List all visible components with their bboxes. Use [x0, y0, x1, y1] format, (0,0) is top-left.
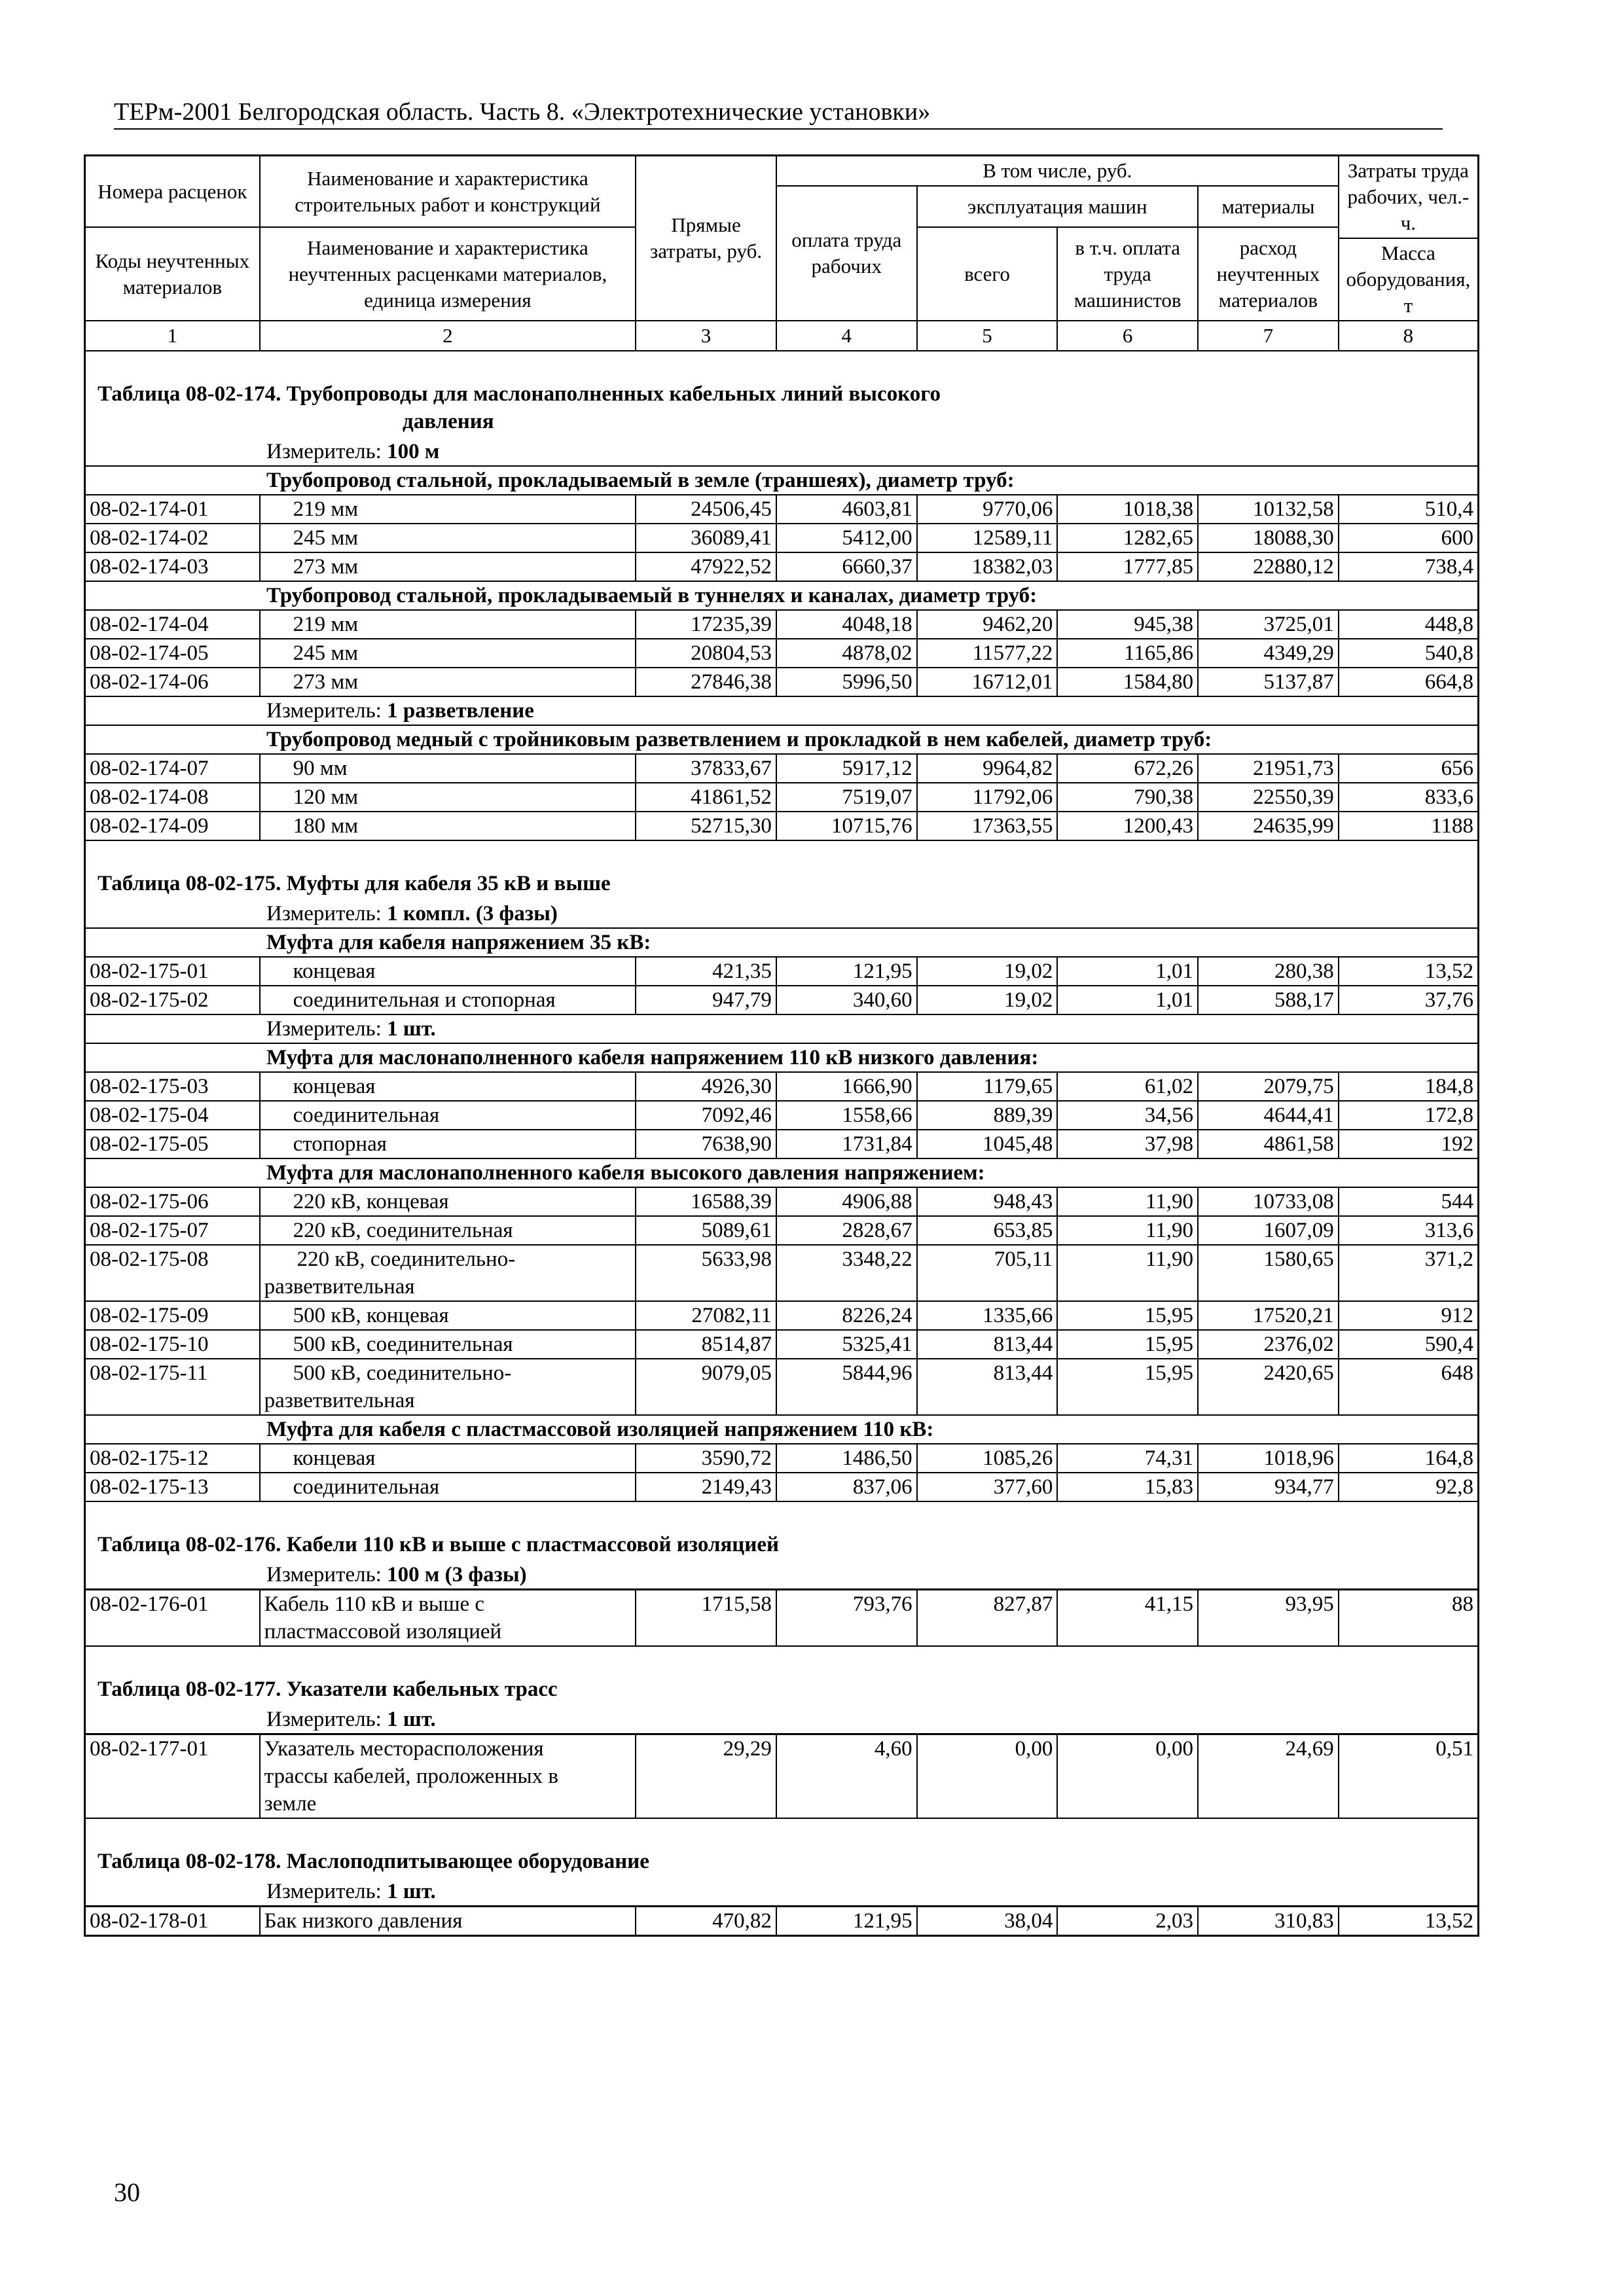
work-name: 273 мм — [260, 552, 636, 581]
materials: 10733,08 — [1198, 1187, 1339, 1216]
measure-unit: Измеритель: 100 м — [85, 438, 1479, 466]
measure-unit: Измеритель: 1 компл. (3 фазы) — [85, 900, 1479, 928]
work-name: 273 мм — [260, 668, 636, 696]
subsection-row — [85, 466, 1479, 495]
work-name: соединительная — [260, 1473, 636, 1501]
materials: 310,83 — [1198, 1907, 1339, 1936]
direct-costs: 47922,52 — [636, 552, 776, 581]
operator-wages: 15,95 — [1057, 1301, 1198, 1330]
machines-total: 813,44 — [917, 1359, 1058, 1415]
materials: 5137,87 — [1198, 668, 1339, 696]
rate-code: 08-02-177-01 — [85, 1734, 260, 1819]
subsection-title: Муфта для маслонаполненного кабеля высокого давления напряжением: — [85, 1158, 1479, 1187]
table-row — [85, 957, 1479, 986]
table-row — [85, 986, 1479, 1014]
table-row — [85, 495, 1479, 524]
column-numbers-row — [85, 321, 1479, 351]
wages: 4906,88 — [776, 1187, 917, 1216]
subsection-title: Трубопровод медный с тройниковым разветвлением и прокладкой в нем кабелей, диаметр труб: — [85, 725, 1479, 754]
table-title-row — [85, 840, 1479, 900]
measure-row — [85, 438, 1479, 466]
col-material-name-header: Наименование и характеристика неучтенных расценками материалов, единица измерения — [260, 227, 636, 321]
rate-code: 08-02-175-10 — [85, 1330, 260, 1359]
table-title-row — [85, 1646, 1479, 1706]
wages: 121,95 — [776, 1907, 917, 1936]
table-row — [85, 524, 1479, 552]
materials: 2420,65 — [1198, 1359, 1339, 1415]
work-name: 220 кВ, концевая — [260, 1187, 636, 1216]
measure-row — [85, 696, 1479, 725]
materials: 1018,96 — [1198, 1444, 1339, 1473]
rate-code: 08-02-175-11 — [85, 1359, 260, 1415]
wages: 4048,18 — [776, 610, 917, 639]
col-machines-total-header: всего — [917, 227, 1058, 321]
table-title-row — [85, 1501, 1479, 1561]
table-row — [85, 552, 1479, 581]
wages: 793,76 — [776, 1590, 917, 1647]
work-name: 220 кВ, соединительная — [260, 1216, 636, 1245]
wages: 3348,22 — [776, 1245, 917, 1301]
table-row — [85, 1130, 1479, 1158]
rate-code: 08-02-174-02 — [85, 524, 260, 552]
direct-costs: 4926,30 — [636, 1072, 776, 1101]
table-title: Таблица 08-02-177. Указатели кабельных трасс — [85, 1646, 1479, 1706]
table-row — [85, 1473, 1479, 1501]
column-number: 4 — [776, 321, 917, 351]
table-row — [85, 668, 1479, 696]
direct-costs: 470,82 — [636, 1907, 776, 1936]
materials: 17520,21 — [1198, 1301, 1339, 1330]
operator-wages: 1282,65 — [1057, 524, 1198, 552]
labor-costs: 313,6 — [1339, 1216, 1479, 1245]
table-row — [85, 639, 1479, 668]
rate-code: 08-02-174-08 — [85, 783, 260, 812]
page-number: 30 — [114, 2178, 140, 2207]
table-row — [85, 1734, 1479, 1819]
wages: 340,60 — [776, 986, 917, 1014]
rate-code: 08-02-176-01 — [85, 1590, 260, 1647]
column-number: 7 — [1198, 321, 1339, 351]
operator-wages: 672,26 — [1057, 754, 1198, 783]
direct-costs: 5633,98 — [636, 1245, 776, 1301]
wages: 4878,02 — [776, 639, 917, 668]
direct-costs: 37833,67 — [636, 754, 776, 783]
table-row — [85, 1330, 1479, 1359]
machines-total: 377,60 — [917, 1473, 1058, 1501]
rate-code: 08-02-175-06 — [85, 1187, 260, 1216]
table-row — [85, 1216, 1479, 1245]
rate-code: 08-02-175-03 — [85, 1072, 260, 1101]
operator-wages: 37,98 — [1057, 1130, 1198, 1158]
col-direct-costs-header: Прямые затраты, руб. — [636, 156, 776, 321]
rate-code: 08-02-178-01 — [85, 1907, 260, 1936]
machines-header: эксплуатация машин — [917, 186, 1198, 227]
operator-wages: 1018,38 — [1057, 495, 1198, 524]
work-name: 500 кВ, соединительная — [260, 1330, 636, 1359]
work-name: соединительная и стопорная — [260, 986, 636, 1014]
direct-costs: 16588,39 — [636, 1187, 776, 1216]
measure-unit: Измеритель: 100 м (3 фазы) — [85, 1561, 1479, 1590]
subsection-row — [85, 1043, 1479, 1072]
work-name: Бак низкого давления — [260, 1907, 636, 1936]
work-name: 245 мм — [260, 639, 636, 668]
table-title: Таблица 08-02-178. Маслоподпитывающее оборудование — [85, 1818, 1479, 1878]
table-title: Таблица 08-02-175. Муфты для кабеля 35 кВ и выше — [85, 840, 1479, 900]
subsection-row — [85, 1415, 1479, 1444]
machines-total: 0,00 — [917, 1734, 1058, 1819]
labor-costs: 88 — [1339, 1590, 1479, 1647]
machines-total: 11577,22 — [917, 639, 1058, 668]
direct-costs: 2149,43 — [636, 1473, 776, 1501]
table-row — [85, 1301, 1479, 1330]
work-name: концевая — [260, 1072, 636, 1101]
wages: 1486,50 — [776, 1444, 917, 1473]
wages: 1731,84 — [776, 1130, 917, 1158]
rate-code: 08-02-174-09 — [85, 812, 260, 840]
operator-wages: 34,56 — [1057, 1101, 1198, 1130]
direct-costs: 421,35 — [636, 957, 776, 986]
work-name: концевая — [260, 1444, 636, 1473]
materials: 1580,65 — [1198, 1245, 1339, 1301]
materials: 1607,09 — [1198, 1216, 1339, 1245]
direct-costs: 27846,38 — [636, 668, 776, 696]
column-number: 3 — [636, 321, 776, 351]
direct-costs: 7638,90 — [636, 1130, 776, 1158]
wages: 4,60 — [776, 1734, 917, 1819]
incl-header: В том числе, руб. — [776, 156, 1339, 187]
wages: 6660,37 — [776, 552, 917, 581]
machines-total: 889,39 — [917, 1101, 1058, 1130]
materials: 2079,75 — [1198, 1072, 1339, 1101]
machines-total: 9964,82 — [917, 754, 1058, 783]
table-row — [85, 1245, 1479, 1301]
labor-costs: 172,8 — [1339, 1101, 1479, 1130]
materials: 24635,99 — [1198, 812, 1339, 840]
col-material-consumption-header: расход неучтенных материалов — [1198, 227, 1339, 321]
work-name: 120 мм — [260, 783, 636, 812]
machines-total: 1045,48 — [917, 1130, 1058, 1158]
materials: 10132,58 — [1198, 495, 1339, 524]
materials: 4861,58 — [1198, 1130, 1339, 1158]
work-name: 90 мм — [260, 754, 636, 783]
operator-wages: 1200,43 — [1057, 812, 1198, 840]
direct-costs: 36089,41 — [636, 524, 776, 552]
column-number: 8 — [1339, 321, 1479, 351]
column-number: 1 — [85, 321, 260, 351]
labor-costs: 833,6 — [1339, 783, 1479, 812]
direct-costs: 3590,72 — [636, 1444, 776, 1473]
table-title-row — [85, 1818, 1479, 1878]
rate-code: 08-02-175-05 — [85, 1130, 260, 1158]
work-name: концевая — [260, 957, 636, 986]
direct-costs: 7092,46 — [636, 1101, 776, 1130]
labor-costs: 164,8 — [1339, 1444, 1479, 1473]
col-work-name-header: Наименование и характеристика строительных работ и конструкций — [260, 156, 636, 228]
operator-wages: 1584,80 — [1057, 668, 1198, 696]
table-title-row — [85, 351, 1479, 438]
col-wages-header: оплата труда рабочих — [776, 186, 917, 321]
measure-unit: Измеритель: 1 шт. — [85, 1878, 1479, 1907]
labor-costs: 912 — [1339, 1301, 1479, 1330]
machines-total: 948,43 — [917, 1187, 1058, 1216]
machines-total: 9770,06 — [917, 495, 1058, 524]
wages: 121,95 — [776, 957, 917, 986]
labor-costs: 92,8 — [1339, 1473, 1479, 1501]
work-name: 219 мм — [260, 610, 636, 639]
operator-wages: 2,03 — [1057, 1907, 1198, 1936]
wages: 1666,90 — [776, 1072, 917, 1101]
rate-code: 08-02-175-13 — [85, 1473, 260, 1501]
measure-unit: Измеритель: 1 шт. — [85, 1706, 1479, 1734]
wages: 8226,24 — [776, 1301, 917, 1330]
direct-costs: 8514,87 — [636, 1330, 776, 1359]
rate-code: 08-02-175-07 — [85, 1216, 260, 1245]
labor-costs: 648 — [1339, 1359, 1479, 1415]
col-material-codes-header: Коды неучтенных материалов — [85, 227, 260, 321]
table-title: Таблица 08-02-176. Кабели 110 кВ и выше с пластмассовой изоляцией — [85, 1501, 1479, 1561]
operator-wages: 61,02 — [1057, 1072, 1198, 1101]
subsection-title: Трубопровод стальной, прокладываемый в туннелях и каналах, диаметр труб: — [85, 581, 1479, 610]
table-row — [85, 783, 1479, 812]
operator-wages: 1777,85 — [1057, 552, 1198, 581]
rate-code: 08-02-175-09 — [85, 1301, 260, 1330]
subsection-row — [85, 725, 1479, 754]
column-number: 6 — [1057, 321, 1198, 351]
machines-total: 19,02 — [917, 957, 1058, 986]
measure-row — [85, 1014, 1479, 1043]
table-row — [85, 1072, 1479, 1101]
subsection-title: Трубопровод стальной, прокладываемый в земле (траншеях), диаметр труб: — [85, 466, 1479, 495]
subsection-row — [85, 928, 1479, 957]
labor-costs: 544 — [1339, 1187, 1479, 1216]
direct-costs: 20804,53 — [636, 639, 776, 668]
labor-costs: 192 — [1339, 1130, 1479, 1158]
rate-code: 08-02-174-06 — [85, 668, 260, 696]
wages: 7519,07 — [776, 783, 917, 812]
materials: 93,95 — [1198, 1590, 1339, 1647]
direct-costs: 5089,61 — [636, 1216, 776, 1245]
wages: 10715,76 — [776, 812, 917, 840]
measure-unit: Измеритель: 1 разветвление — [85, 696, 1479, 725]
work-name: 180 мм — [260, 812, 636, 840]
materials-header: материалы — [1198, 186, 1339, 227]
labor-costs: 448,8 — [1339, 610, 1479, 639]
subsection-title: Муфта для маслонаполненного кабеля напряжением 110 кВ низкого давления: — [85, 1043, 1479, 1072]
rate-code: 08-02-175-12 — [85, 1444, 260, 1473]
materials: 2376,02 — [1198, 1330, 1339, 1359]
subsection-row — [85, 581, 1479, 610]
rate-code: 08-02-175-01 — [85, 957, 260, 986]
table-row — [85, 1907, 1479, 1936]
subsection-row — [85, 1158, 1479, 1187]
table-row — [85, 610, 1479, 639]
page-header: ТЕРм-2001 Белгородская область. Часть 8. «Электротехнические установки» — [114, 96, 1443, 130]
work-name: стопорная — [260, 1130, 636, 1158]
header-row — [85, 156, 1479, 187]
labor-costs: 371,2 — [1339, 1245, 1479, 1301]
machines-total: 38,04 — [917, 1907, 1058, 1936]
work-name: 500 кВ, концевая — [260, 1301, 636, 1330]
materials: 21951,73 — [1198, 754, 1339, 783]
materials: 4644,41 — [1198, 1101, 1339, 1130]
rate-code: 08-02-175-02 — [85, 986, 260, 1014]
direct-costs: 24506,45 — [636, 495, 776, 524]
work-name: 245 мм — [260, 524, 636, 552]
work-name: 500 кВ, соединительно- разветвительная — [260, 1359, 636, 1415]
work-name: 220 кВ, соединительно- разветвительная — [260, 1245, 636, 1301]
operator-wages: 790,38 — [1057, 783, 1198, 812]
operator-wages: 15,83 — [1057, 1473, 1198, 1501]
rate-code: 08-02-175-08 — [85, 1245, 260, 1301]
operator-wages: 11,90 — [1057, 1216, 1198, 1245]
col-labor-costs-header: Затраты труда рабочих, чел.-ч. — [1339, 156, 1479, 239]
table-row — [85, 1101, 1479, 1130]
table-row — [85, 1187, 1479, 1216]
table-row — [85, 812, 1479, 840]
materials: 22550,39 — [1198, 783, 1339, 812]
table-row — [85, 1359, 1479, 1415]
materials: 588,17 — [1198, 986, 1339, 1014]
wages: 1558,66 — [776, 1101, 917, 1130]
operator-wages: 1,01 — [1057, 957, 1198, 986]
labor-costs: 540,8 — [1339, 639, 1479, 668]
labor-costs: 13,52 — [1339, 1907, 1479, 1936]
subsection-title: Муфта для кабеля с пластмассовой изоляцией напряжением 110 кВ: — [85, 1415, 1479, 1444]
rate-code: 08-02-174-07 — [85, 754, 260, 783]
materials: 22880,12 — [1198, 552, 1339, 581]
labor-costs: 600 — [1339, 524, 1479, 552]
labor-costs: 0,51 — [1339, 1734, 1479, 1819]
work-name: Кабель 110 кВ и выше с пластмассовой изоляцией — [260, 1590, 636, 1647]
rate-code: 08-02-174-04 — [85, 610, 260, 639]
rate-code: 08-02-174-03 — [85, 552, 260, 581]
labor-costs: 37,76 — [1339, 986, 1479, 1014]
table-row — [85, 1444, 1479, 1473]
column-number: 5 — [917, 321, 1058, 351]
direct-costs: 27082,11 — [636, 1301, 776, 1330]
machines-total: 1179,65 — [917, 1072, 1058, 1101]
measure-row — [85, 1561, 1479, 1590]
machines-total: 16712,01 — [917, 668, 1058, 696]
operator-wages: 11,90 — [1057, 1187, 1198, 1216]
wages: 4603,81 — [776, 495, 917, 524]
direct-costs: 1715,58 — [636, 1590, 776, 1647]
materials: 18088,30 — [1198, 524, 1339, 552]
operator-wages: 74,31 — [1057, 1444, 1198, 1473]
direct-costs: 41861,52 — [636, 783, 776, 812]
table-title: Таблица 08-02-174. Трубопроводы для маслонаполненных кабельных линий высокого давления — [85, 351, 1479, 438]
wages: 5325,41 — [776, 1330, 917, 1359]
direct-costs: 29,29 — [636, 1734, 776, 1819]
wages: 837,06 — [776, 1473, 917, 1501]
rate-code: 08-02-174-05 — [85, 639, 260, 668]
rate-code: 08-02-175-04 — [85, 1101, 260, 1130]
labor-costs: 184,8 — [1339, 1072, 1479, 1101]
subsection-title: Муфта для кабеля напряжением 35 кВ: — [85, 928, 1479, 957]
direct-costs: 9079,05 — [636, 1359, 776, 1415]
measure-unit: Измеритель: 1 шт. — [85, 1014, 1479, 1043]
table-row — [85, 1590, 1479, 1647]
operator-wages: 15,95 — [1057, 1330, 1198, 1359]
labor-costs: 510,4 — [1339, 495, 1479, 524]
work-name: 219 мм — [260, 495, 636, 524]
machines-total: 18382,03 — [917, 552, 1058, 581]
labor-costs: 656 — [1339, 754, 1479, 783]
column-number: 2 — [260, 321, 636, 351]
machines-total: 827,87 — [917, 1590, 1058, 1647]
materials: 4349,29 — [1198, 639, 1339, 668]
table-row — [85, 754, 1479, 783]
measure-row — [85, 900, 1479, 928]
machines-total: 11792,06 — [917, 783, 1058, 812]
operator-wages: 11,90 — [1057, 1245, 1198, 1301]
labor-costs: 738,4 — [1339, 552, 1479, 581]
operator-wages: 41,15 — [1057, 1590, 1198, 1647]
work-name: соединительная — [260, 1101, 636, 1130]
machines-total: 653,85 — [917, 1216, 1058, 1245]
materials: 280,38 — [1198, 957, 1339, 986]
col-operator-wages-header: в т.ч. оплата труда машинистов — [1057, 227, 1198, 321]
wages: 5844,96 — [776, 1359, 917, 1415]
wages: 5917,12 — [776, 754, 917, 783]
machines-total: 17363,55 — [917, 812, 1058, 840]
machines-total: 1085,26 — [917, 1444, 1058, 1473]
operator-wages: 0,00 — [1057, 1734, 1198, 1819]
work-name: Указатель месторасположения трассы кабелей, проложенных в земле — [260, 1734, 636, 1819]
direct-costs: 17235,39 — [636, 610, 776, 639]
labor-costs: 1188 — [1339, 812, 1479, 840]
machines-total: 813,44 — [917, 1330, 1058, 1359]
rate-code: 08-02-174-01 — [85, 495, 260, 524]
wages: 5412,00 — [776, 524, 917, 552]
measure-row — [85, 1878, 1479, 1907]
machines-total: 1335,66 — [917, 1301, 1058, 1330]
machines-total: 12589,11 — [917, 524, 1058, 552]
operator-wages: 1,01 — [1057, 986, 1198, 1014]
operator-wages: 1165,86 — [1057, 639, 1198, 668]
wages: 5996,50 — [776, 668, 917, 696]
direct-costs: 947,79 — [636, 986, 776, 1014]
materials: 3725,01 — [1198, 610, 1339, 639]
operator-wages: 945,38 — [1057, 610, 1198, 639]
wages: 2828,67 — [776, 1216, 917, 1245]
machines-total: 9462,20 — [917, 610, 1058, 639]
labor-costs: 590,4 — [1339, 1330, 1479, 1359]
materials: 24,69 — [1198, 1734, 1339, 1819]
operator-wages: 15,95 — [1057, 1359, 1198, 1415]
direct-costs: 52715,30 — [636, 812, 776, 840]
labor-costs: 664,8 — [1339, 668, 1479, 696]
machines-total: 705,11 — [917, 1245, 1058, 1301]
col-equipment-mass-header: Масса оборудования, т — [1339, 238, 1479, 321]
measure-row — [85, 1706, 1479, 1734]
machines-total: 19,02 — [917, 986, 1058, 1014]
rates-table — [84, 154, 1479, 1937]
labor-costs: 13,52 — [1339, 957, 1479, 986]
materials: 934,77 — [1198, 1473, 1339, 1501]
col-rate-number-header: Номера расценок — [85, 156, 260, 228]
